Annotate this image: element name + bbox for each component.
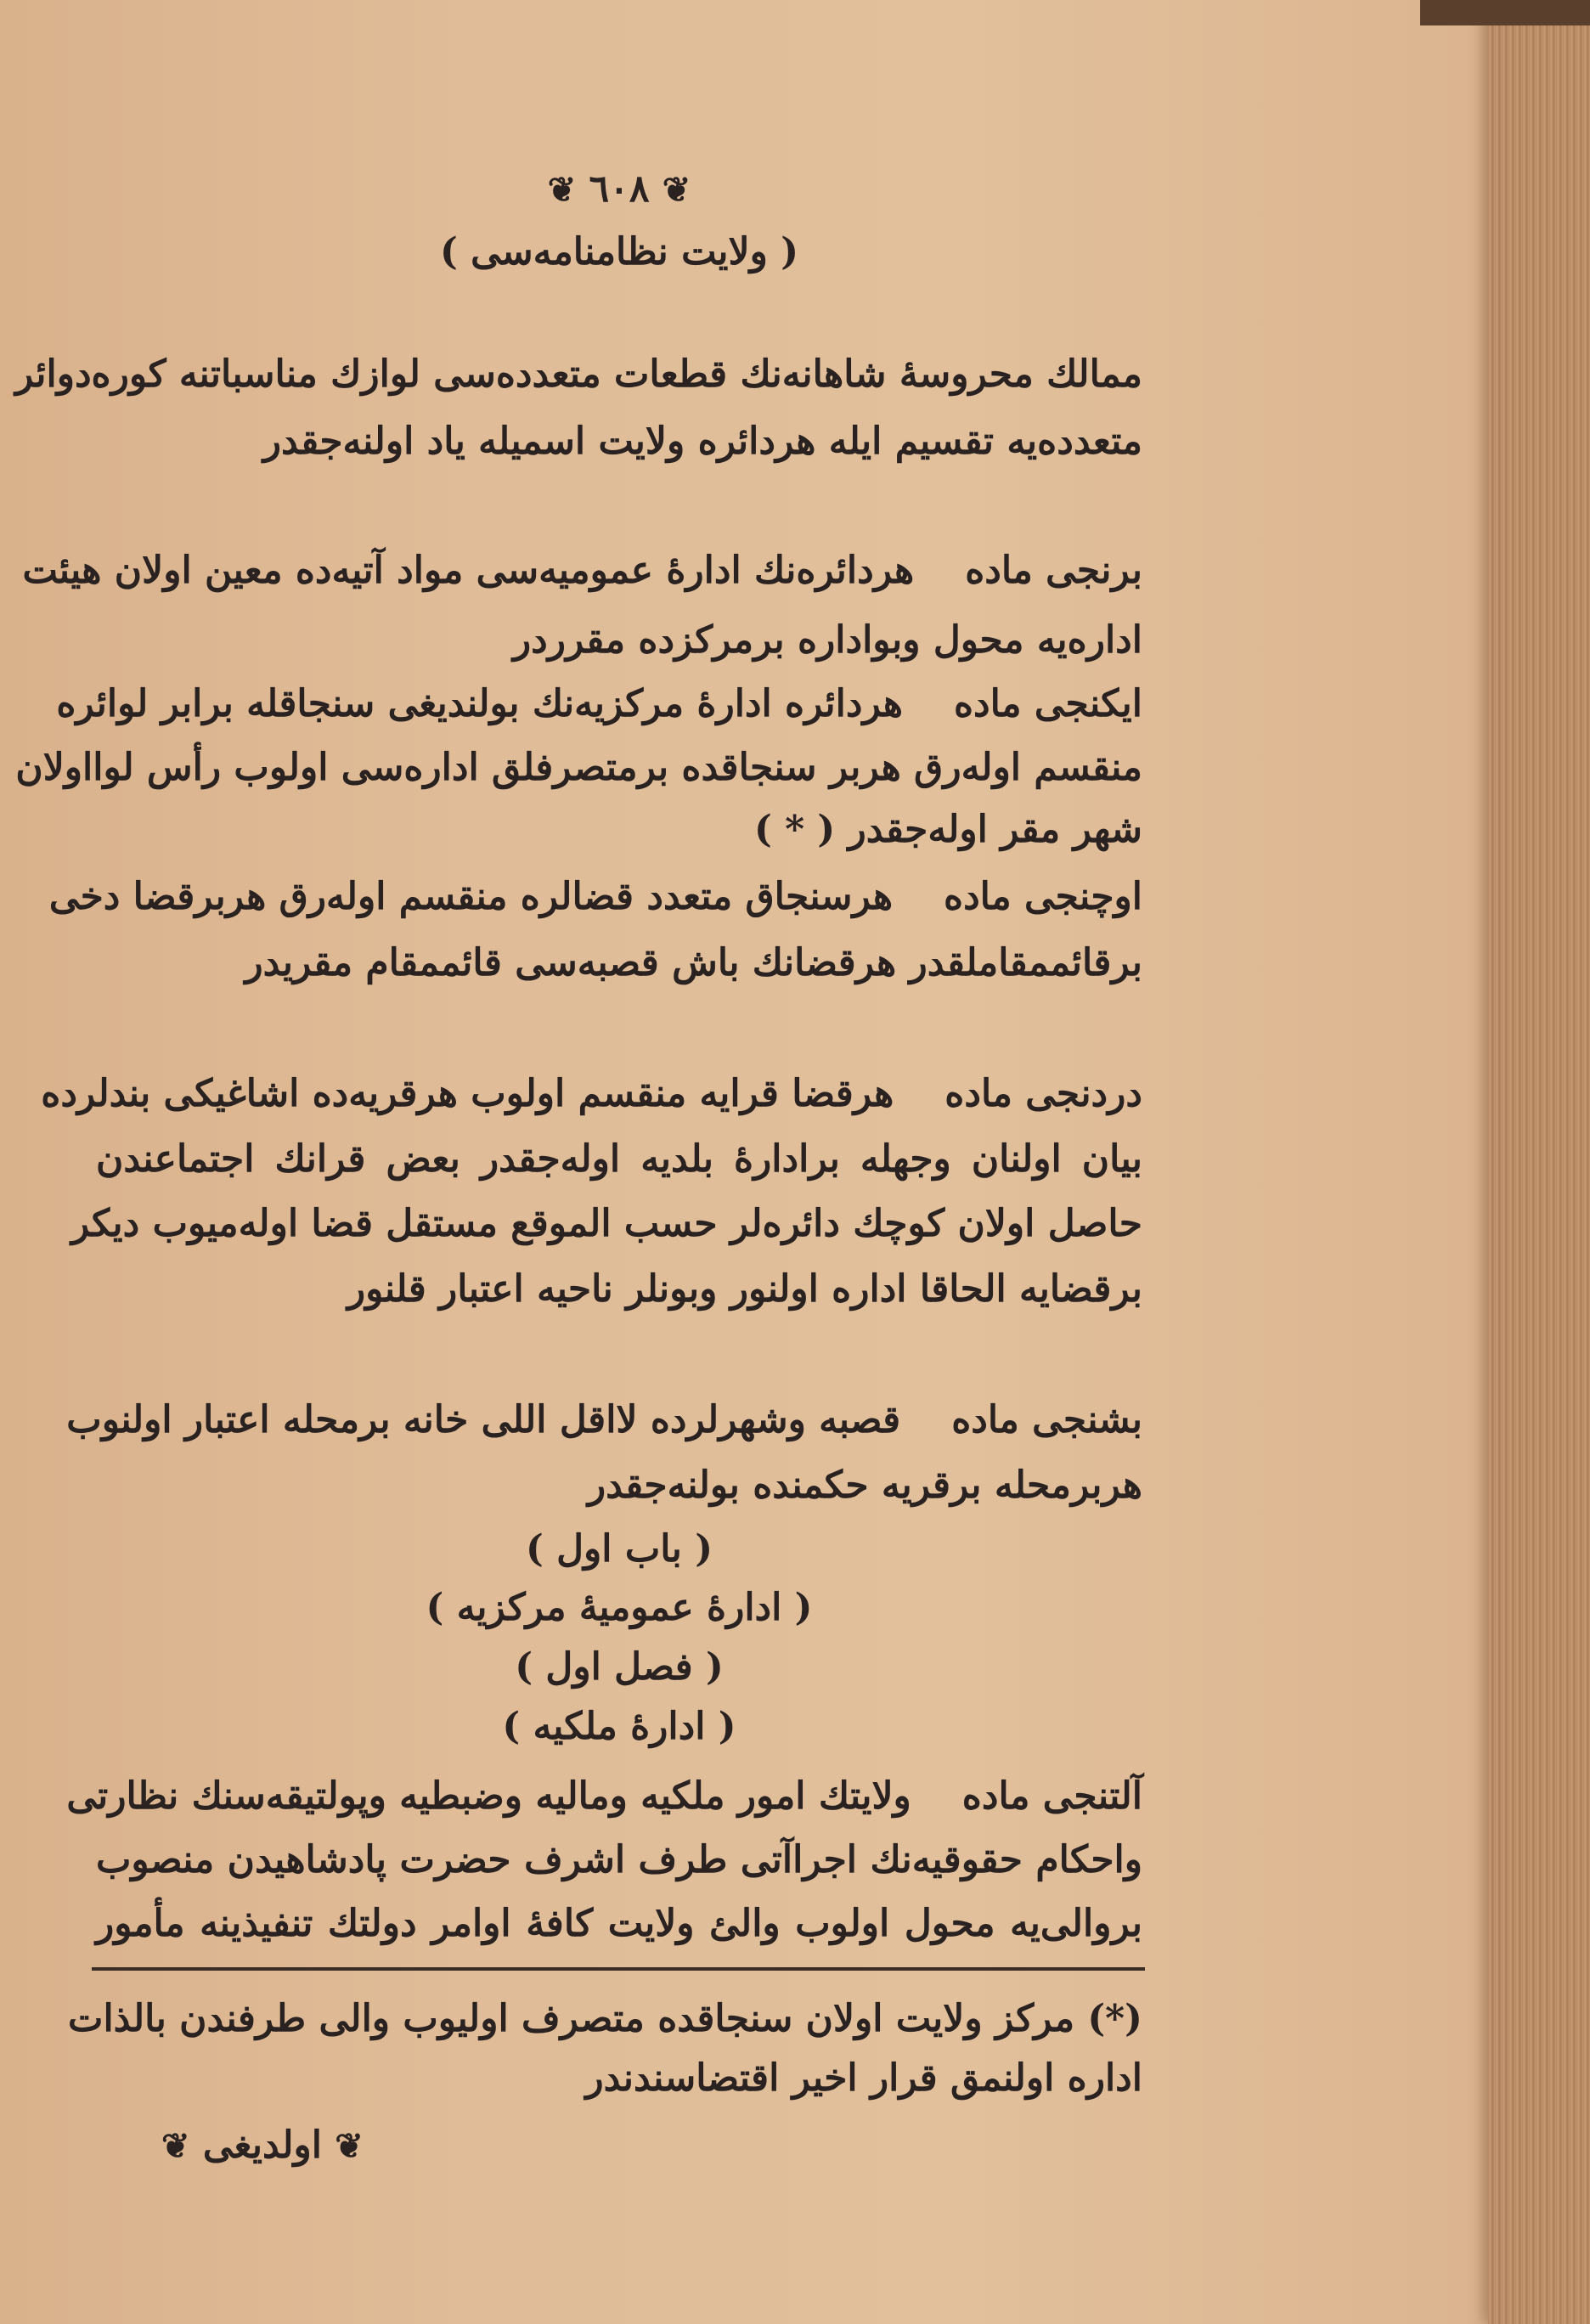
article-label: اوچنجی ماده (944, 875, 1142, 918)
article-6-line: واحكام حقوقیه‌نك اجراآتی طرف اشرف حضرت پادشاهیدن منصوب (96, 1838, 1142, 1881)
article-label: دردنجی ماده (944, 1072, 1142, 1115)
floral-ornament-icon: ❦ (662, 170, 691, 210)
article-2-line (56, 674, 1142, 734)
article-4-line: حاصل اولان كوچك دائره‌لر حسب الموقع مستقل قضا اوله‌میوب دیكر (70, 1202, 1142, 1245)
floral-ornament-icon: ❦ (547, 170, 577, 210)
page-title: ( ولايت نظامنامه‌سی ) (439, 230, 799, 274)
article-6-line: بروالی‌یه محول اولوب والئ ولایت كافهٔ اوامر دولتك تنفیذینه مأمور (96, 1902, 1142, 1945)
article-text: هرقضا قرایه منقسم اولوب هرقریه‌ده اشاغیكی بندلرده (41, 1072, 894, 1115)
article-label: ایكنجی ماده (953, 682, 1142, 725)
article-1-line (22, 541, 1142, 601)
page-edges (1488, 0, 1590, 2324)
article-label: بشنجی ماده (951, 1398, 1142, 1441)
article-5-line (66, 1390, 1142, 1450)
article-5-line: هربرمحله برقریه حكمنده بولنه‌جقدر (587, 1464, 1142, 1507)
article-6-line (66, 1767, 1142, 1826)
page-header (96, 160, 1142, 220)
article-4-line: بیان اولنان وجهله برادارهٔ بلدیه اوله‌جقدر بعض قرانك اجتماعندن (96, 1137, 1142, 1181)
article-label: برنجی ماده (965, 549, 1142, 592)
floral-ornament-icon: ❦ (161, 2126, 190, 2166)
article-4-line: برقضایه الحاقا اداره اولنور وبونلر ناحیه اعتبار قلنور (347, 1267, 1142, 1311)
catchword-text: اولدیغی (202, 2124, 322, 2167)
catchword (161, 2124, 364, 2167)
article-text: قصبه وشهرلرده لااقل اللی خانه برمحله اعتبار اولنوب (66, 1398, 901, 1441)
section-heading: ( فصل اول ) (515, 1645, 724, 1689)
intro-line: متعدده‌یه تقسیم ایله هردائره ولایت اسمیله یاد اولنه‌جقدر (262, 420, 1142, 463)
article-text: ولایتك امور ملكیه ومالیه وضبطیه وپولتیقه‌سنك نظارتی (66, 1774, 911, 1818)
section-heading: ( ادارهٔ عمومیهٔ مركزیه ) (426, 1586, 813, 1629)
footnote-divider (92, 1967, 1145, 1971)
article-2-line: منقسم اوله‌رق هربر سنجاقده برمتصرفلق اداره‌سی اولوب رأس لوااولان (15, 746, 1142, 789)
book-cover-edge (1420, 0, 1590, 25)
article-label: آلتنجی ماده (961, 1774, 1142, 1818)
section-heading: ( باب اول ) (525, 1527, 713, 1571)
article-text: هردائره‌نك ادارهٔ عمومیه‌سی مواد آتیه‌ده معین اولان هیئت (22, 549, 915, 592)
article-2-line: شهر مقر اوله‌جقدر ( * ) (753, 808, 1142, 851)
intro-line: ممالك محروسهٔ شاهانه‌نك قطعات متعدده‌سی لوازك مناسباتنه كوره‌دوائر (14, 353, 1142, 396)
article-3-line (48, 867, 1142, 927)
page-number: ٦٠٨ (589, 167, 650, 211)
footnote-line: (*) مركز ولایت اولان سنجاقده متصرف اولیوب والی طرفندن بالذات (68, 1997, 1142, 2040)
article-text: هردائره ادارهٔ مركزیه‌نك بولندیغی سنجاقله برابر لوائره (56, 682, 903, 725)
section-heading: ( ادارهٔ ملكیه ) (502, 1705, 736, 1748)
article-1-line: اداره‌یه محول وبواداره برمركزده مقرردر (512, 618, 1142, 662)
floral-ornament-icon: ❦ (335, 2126, 364, 2166)
article-text: هرسنجاق متعدد قضالره منقسم اوله‌رق هربرقضا دخی (48, 875, 894, 918)
article-4-line (41, 1064, 1142, 1124)
article-3-line: برقائممقاملقدر هرقضانك باش قصبه‌سی قائممقام مقریدر (245, 941, 1142, 984)
footnote-line: اداره اولنمق قرار اخیر اقتضاسندندر (585, 2056, 1142, 2100)
